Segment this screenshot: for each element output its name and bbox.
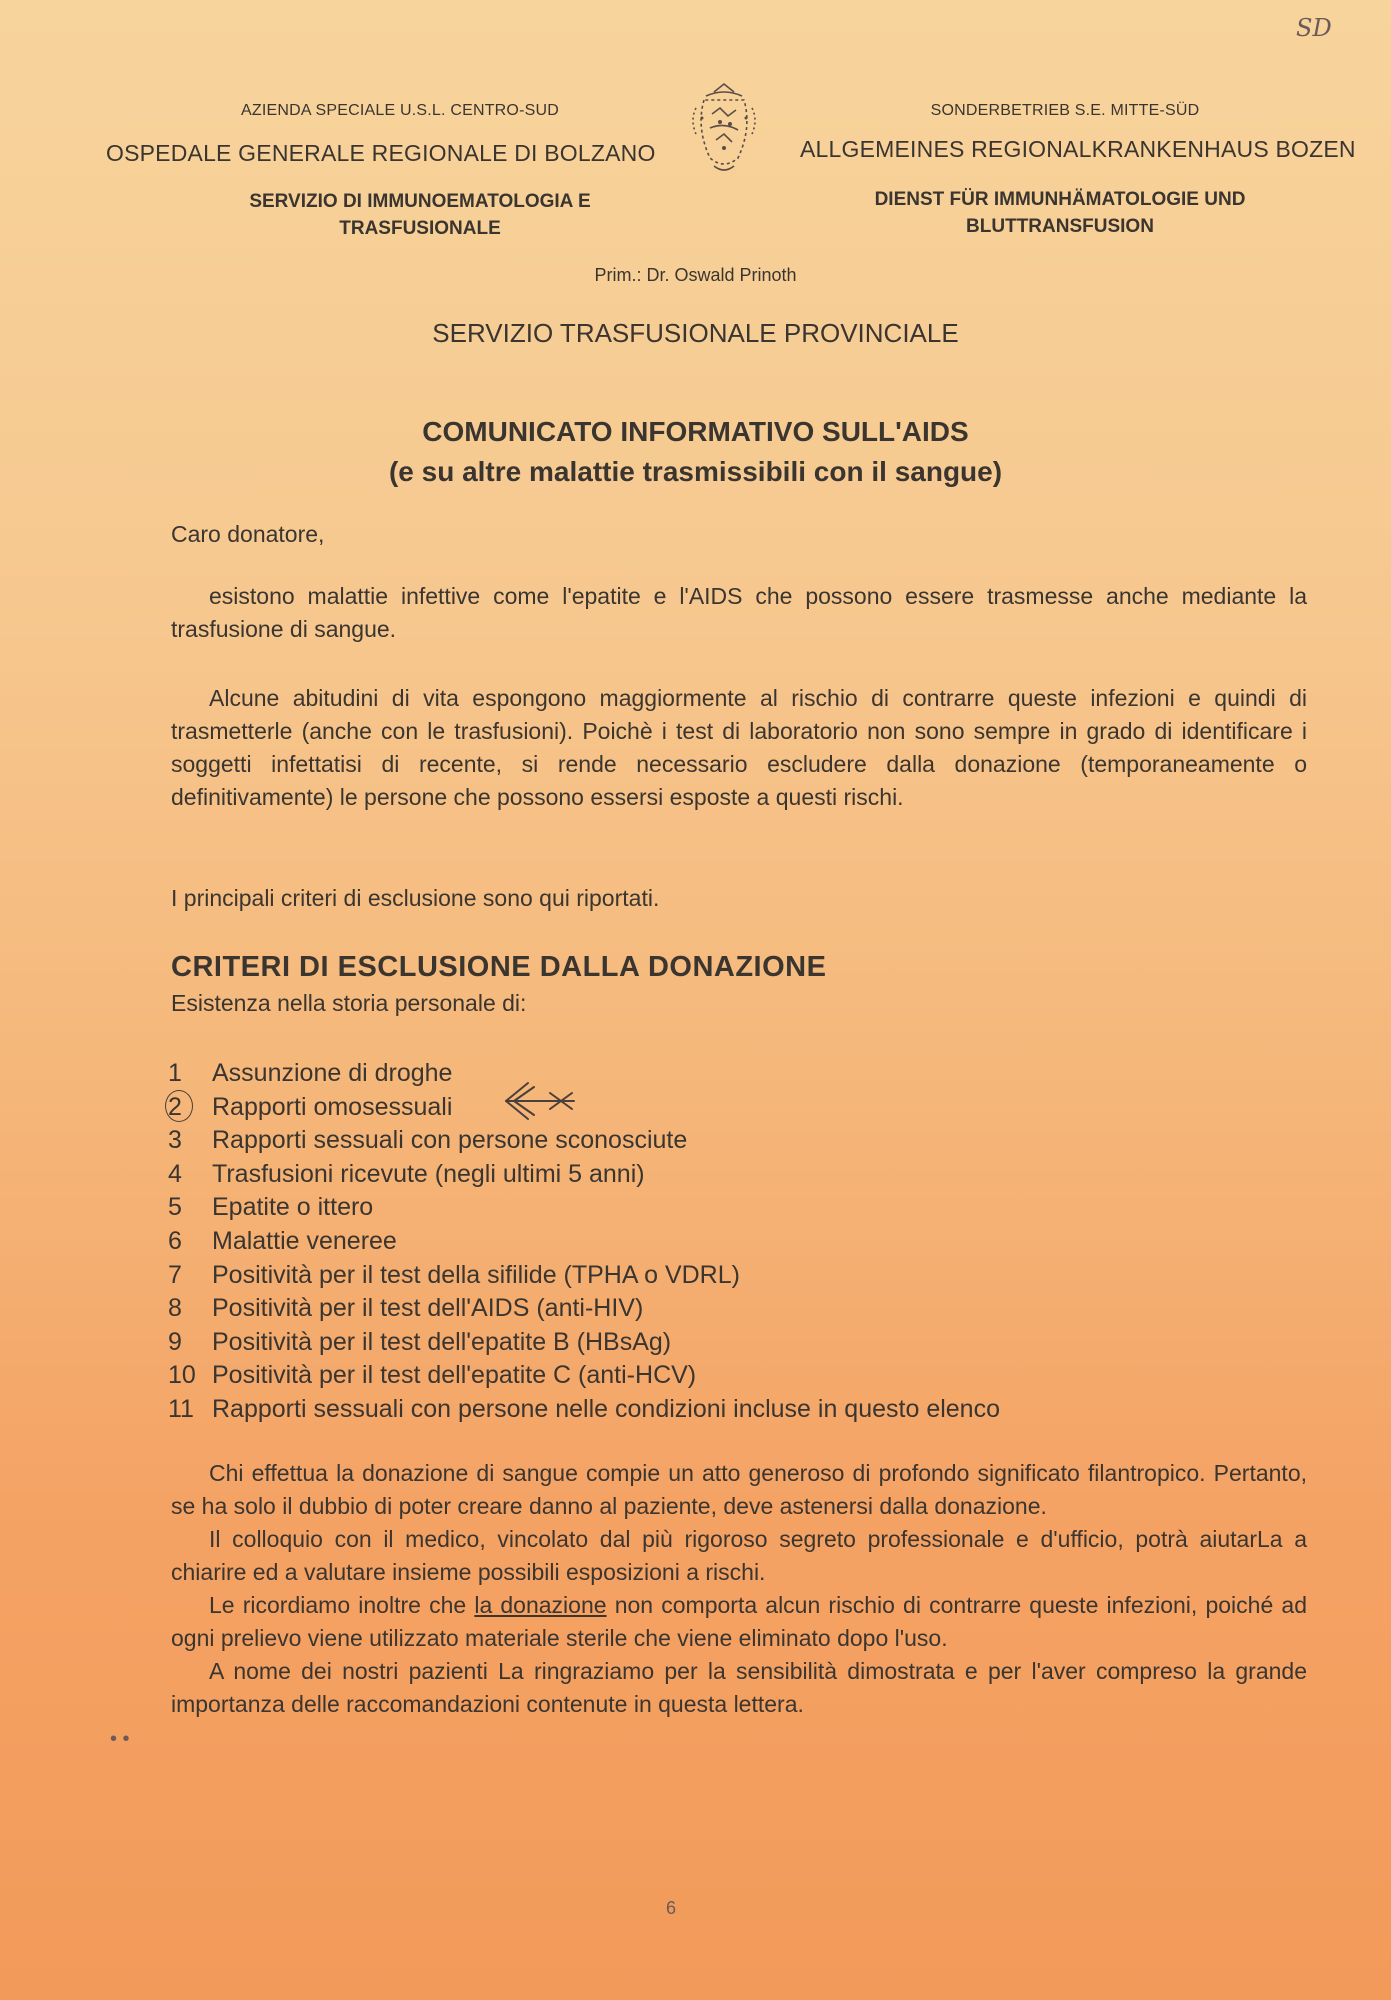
- list-item-number: 2: [168, 1092, 182, 1121]
- paragraph-1-text: esistono malattie infettive come l'epatite e l'AIDS che possono essere trasmesse anche mediante la trasfusione di sangue.: [171, 583, 1307, 642]
- header-left-department-line2: TRASFUSIONALE: [339, 218, 501, 239]
- list-item-text: Positività per il test della sifilide (TPHA o VDRL): [212, 1260, 740, 1289]
- list-item-text: Positività per il test dell'epatite B (HBsAg): [212, 1327, 672, 1356]
- header-right-hospital: ALLGEMEINES REGIONALKRANKENHAUS BOZEN: [800, 136, 1356, 162]
- closing-paragraph-3-start: Le ricordiamo inoltre che: [209, 1592, 475, 1618]
- page-mark: 6: [666, 1898, 677, 1918]
- coat-of-arms-seal: [676, 78, 772, 178]
- header-right-department-line2: BLUTTRANSFUSION: [966, 216, 1154, 237]
- closing-paragraph-2: Il colloquio con il medico, vincolato dal più rigoroso segreto professionale e d'ufficio, potrà aiutarLa a chiarire ed a valutare insieme possibili esposizioni a rischi.: [171, 1526, 1307, 1585]
- list-item: [168, 1393, 1000, 1427]
- header-left-department: [140, 188, 700, 242]
- list-item-number: 8: [168, 1294, 182, 1323]
- handwritten-circle-mark: [165, 1090, 193, 1122]
- list-item: [168, 1225, 1000, 1259]
- list-item: [168, 1326, 1000, 1360]
- criteria-subtitle: Esistenza nella storia personale di:: [171, 990, 527, 1016]
- list-item-number: 11: [168, 1394, 194, 1423]
- header-right-department-line1: DIENST FÜR IMMUNHÄMATOLOGIE UND: [874, 189, 1246, 210]
- closing-paragraph-1: Chi effettua la donazione di sangue compie un atto generoso di profondo significato filantropico. Pertanto, se ha solo il dubbio di poter creare danno al paziente, deve astenersi dalla donazione.: [171, 1460, 1307, 1519]
- list-item: [168, 1292, 1000, 1326]
- service-name: SERVIZIO TRASFUSIONALE PROVINCIALE: [432, 318, 959, 348]
- list-item-text: Positività per il test dell'epatite C (anti-HCV): [212, 1361, 697, 1390]
- greeting: Caro donatore,: [171, 521, 325, 547]
- handwritten-initials: SD: [1296, 14, 1332, 42]
- document-title-line2: (e su altre malattie trasmissibili con il sangue): [388, 456, 1003, 487]
- header-right-org: SONDERBETRIEB S.E. MITTE-SÜD: [930, 102, 1200, 119]
- criteria-title: CRITERI DI ESCLUSIONE DALLA DONAZIONE: [171, 951, 827, 983]
- list-item: [168, 1091, 1000, 1125]
- header-right-department: [780, 186, 1340, 240]
- primary-physician: Prim.: Dr. Oswald Prinoth: [594, 265, 797, 285]
- list-item-text: Trasfusioni ricevute (negli ultimi 5 anni): [212, 1159, 645, 1188]
- header-left-department-line1: SERVIZIO DI IMMUNOEMATOLOGIA E: [249, 191, 591, 212]
- list-item-number: 9: [168, 1327, 182, 1356]
- list-item-text: Rapporti sessuali con persone sconosciute: [212, 1126, 688, 1155]
- list-item-text: Epatite o ittero: [212, 1193, 374, 1222]
- closing-paragraph-3: [171, 1589, 1307, 1655]
- list-item-text: Rapporti sessuali con persone nelle condizioni incluse in questo elenco: [212, 1394, 1000, 1423]
- list-item-number: 1: [168, 1059, 182, 1087]
- list-item-text: Positività per il test dell'AIDS (anti-HIV): [212, 1294, 644, 1323]
- margin-dots: • •: [110, 1728, 130, 1750]
- paragraph-3: I principali criteri di esclusione sono qui riportati.: [171, 885, 660, 911]
- handwritten-arrow-icon: [500, 1075, 580, 1125]
- list-item: [168, 1191, 1000, 1225]
- header-left-org: AZIENDA SPECIALE U.S.L. CENTRO-SUD: [241, 102, 559, 119]
- list-item-text: Rapporti omosessuali: [212, 1092, 453, 1121]
- document-title-line1: COMUNICATO INFORMATIVO SULL'AIDS: [422, 416, 969, 447]
- list-item: [168, 1359, 1000, 1393]
- list-item-text: Assunzione di droghe: [212, 1059, 453, 1087]
- list-item: [168, 1124, 1000, 1158]
- list-item-number: 6: [168, 1226, 182, 1255]
- list-item-number: 3: [168, 1126, 182, 1155]
- closing-paragraph-3-end: non comporta alcun rischio di contrarre queste infezioni, poiché ad ogni prelievo viene utilizzato materiale sterile che viene eliminato dopo l'uso.: [171, 1592, 1307, 1651]
- closing-paragraph-4: A nome dei nostri pazienti La ringraziamo per la sensibilità dimostrata e per l'aver compreso la grande importanza delle raccomandazioni contenute in questa lettera.: [171, 1658, 1307, 1717]
- paragraph-1: [171, 580, 1307, 646]
- document-title: [0, 412, 1391, 492]
- list-item: [168, 1158, 1000, 1192]
- list-item-number: 10: [168, 1361, 196, 1390]
- closing-section: [171, 1457, 1307, 1721]
- paragraph-2: [171, 682, 1307, 814]
- paragraph-2-text: Alcune abitudini di vita espongono maggiormente al rischio di contrarre queste infezioni e quindi di trasmetterle (anche con le trasfusioni). Poichè i test di laboratorio non sono sempre in grado di identificare i soggetti infettatisi di recente, si rende necessario escludere dalla donazione (temporaneamente o definitivamente) le persone che possono essersi esposte a questi rischi.: [171, 685, 1307, 810]
- list-item: [168, 1259, 1000, 1293]
- list-item-number: 5: [168, 1193, 182, 1222]
- header-left-hospital: OSPEDALE GENERALE REGIONALE DI BOLZANO: [106, 140, 656, 166]
- list-item-text: Malattie veneree: [212, 1226, 397, 1255]
- list-item-number: 7: [168, 1260, 182, 1289]
- list-item-number: 4: [168, 1159, 182, 1188]
- list-item: [168, 1057, 1000, 1091]
- closing-paragraph-3-underlined: la donazione: [474, 1592, 607, 1618]
- criteria-list: [168, 1057, 1000, 1427]
